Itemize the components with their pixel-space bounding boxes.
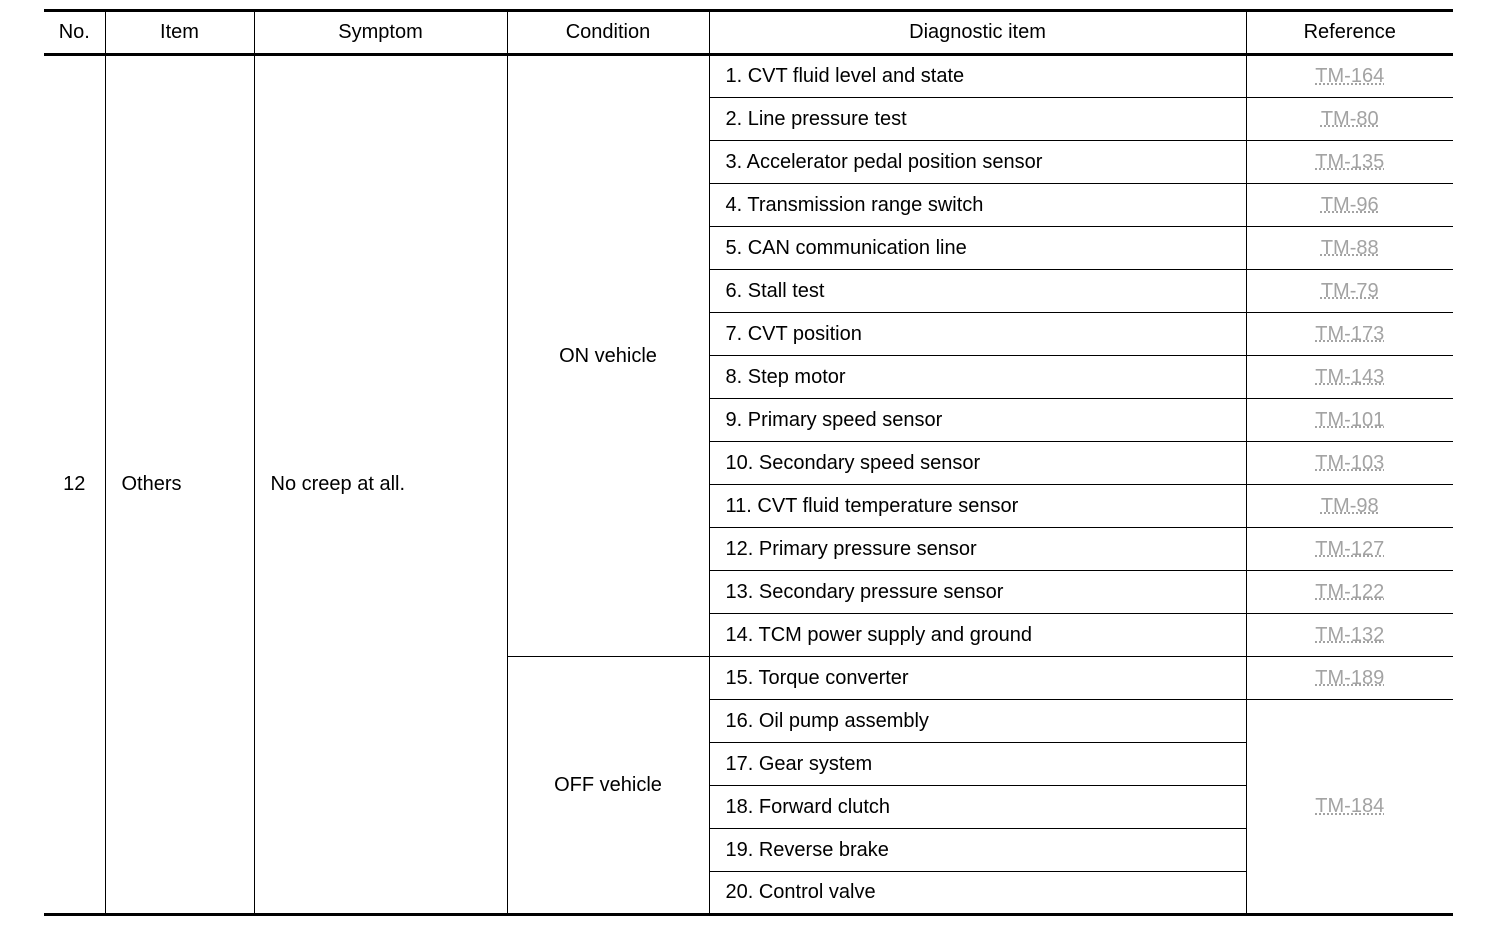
diagnostic-item-cell: 6. Stall test (709, 270, 1246, 313)
reference-link[interactable]: TM-189 (1315, 666, 1385, 689)
diagnostic-item-cell: 17. Gear system (709, 743, 1246, 786)
reference-cell (1246, 700, 1453, 915)
diagnostic-item-cell: 9. Primary speed sensor (709, 399, 1246, 442)
diagnostic-item-cell: 13. Secondary pressure sensor (709, 571, 1246, 614)
condition-off-vehicle-cell: OFF vehicle (507, 657, 709, 915)
diagnostic-item-cell: 10. Secondary speed sensor (709, 442, 1246, 485)
reference-link[interactable]: TM-88 (1320, 236, 1379, 259)
reference-link[interactable]: TM-127 (1315, 537, 1385, 560)
no-cell: 12 (63, 473, 86, 495)
header-item: Item (105, 11, 254, 55)
reference-cell (1246, 227, 1453, 270)
reference-link[interactable]: TM-143 (1315, 365, 1385, 388)
diagnostic-item-cell: 19. Reverse brake (709, 829, 1246, 872)
item-cell: Others (105, 55, 254, 915)
diagnostic-item-cell: 5. CAN communication line (709, 227, 1246, 270)
diagnostic-item-cell: 18. Forward clutch (709, 786, 1246, 829)
reference-cell (1246, 399, 1453, 442)
reference-cell (1246, 98, 1453, 141)
header-diagnostic-item: Diagnostic item (709, 11, 1246, 55)
diagnostic-item-cell: 12. Primary pressure sensor (709, 528, 1246, 571)
symptom-cell: No creep at all. (254, 55, 507, 915)
reference-cell (1246, 485, 1453, 528)
diagnostic-item-cell: 14. TCM power supply and ground (709, 614, 1246, 657)
reference-cell (1246, 141, 1453, 184)
reference-link[interactable]: TM-96 (1320, 193, 1379, 216)
reference-cell (1246, 184, 1453, 227)
diagnostic-item-cell: 2. Line pressure test (709, 98, 1246, 141)
header-no: No. (44, 11, 105, 55)
reference-link[interactable]: TM-122 (1315, 580, 1385, 603)
reference-cell (1246, 356, 1453, 399)
reference-cell (1246, 614, 1453, 657)
reference-link[interactable]: TM-173 (1315, 322, 1385, 345)
reference-cell (1246, 270, 1453, 313)
reference-link[interactable]: TM-101 (1315, 408, 1385, 431)
diagnostic-item-cell: 4. Transmission range switch (709, 184, 1246, 227)
reference-cell (1246, 571, 1453, 614)
reference-link[interactable]: TM-184 (1315, 795, 1385, 817)
diagnostic-item-cell: 8. Step motor (709, 356, 1246, 399)
diagnostic-item-cell: 3. Accelerator pedal position sensor (709, 141, 1246, 184)
reference-cell (1246, 657, 1453, 700)
reference-link[interactable]: TM-79 (1320, 279, 1379, 302)
reference-link[interactable]: TM-103 (1315, 451, 1385, 474)
reference-link[interactable]: TM-164 (1315, 65, 1385, 87)
reference-link[interactable]: TM-132 (1315, 623, 1385, 646)
header-row (44, 11, 1453, 55)
reference-cell (1246, 442, 1453, 485)
header-reference: Reference (1246, 11, 1453, 55)
diagnostic-item-cell: 15. Torque converter (709, 657, 1246, 700)
diagnostic-item-cell: 16. Oil pump assembly (709, 700, 1246, 743)
reference-link[interactable]: TM-98 (1320, 494, 1379, 517)
header-symptom: Symptom (254, 11, 507, 55)
reference-cell (1246, 313, 1453, 356)
reference-cell (1246, 528, 1453, 571)
header-condition: Condition (507, 11, 709, 55)
diagnostic-item-cell: 7. CVT position (709, 313, 1246, 356)
reference-link[interactable]: TM-135 (1315, 150, 1385, 173)
diagnosis-table (44, 9, 1453, 916)
diagnostic-item-cell: 11. CVT fluid temperature sensor (709, 485, 1246, 528)
diagnostic-item-cell: 1. CVT fluid level and state (709, 55, 1246, 98)
reference-link[interactable]: TM-80 (1320, 107, 1379, 130)
table-row (44, 55, 1453, 98)
diagnostic-item-cell: 20. Control valve (709, 872, 1246, 915)
reference-cell (1246, 55, 1453, 98)
condition-on-vehicle-cell: ON vehicle (507, 55, 709, 657)
